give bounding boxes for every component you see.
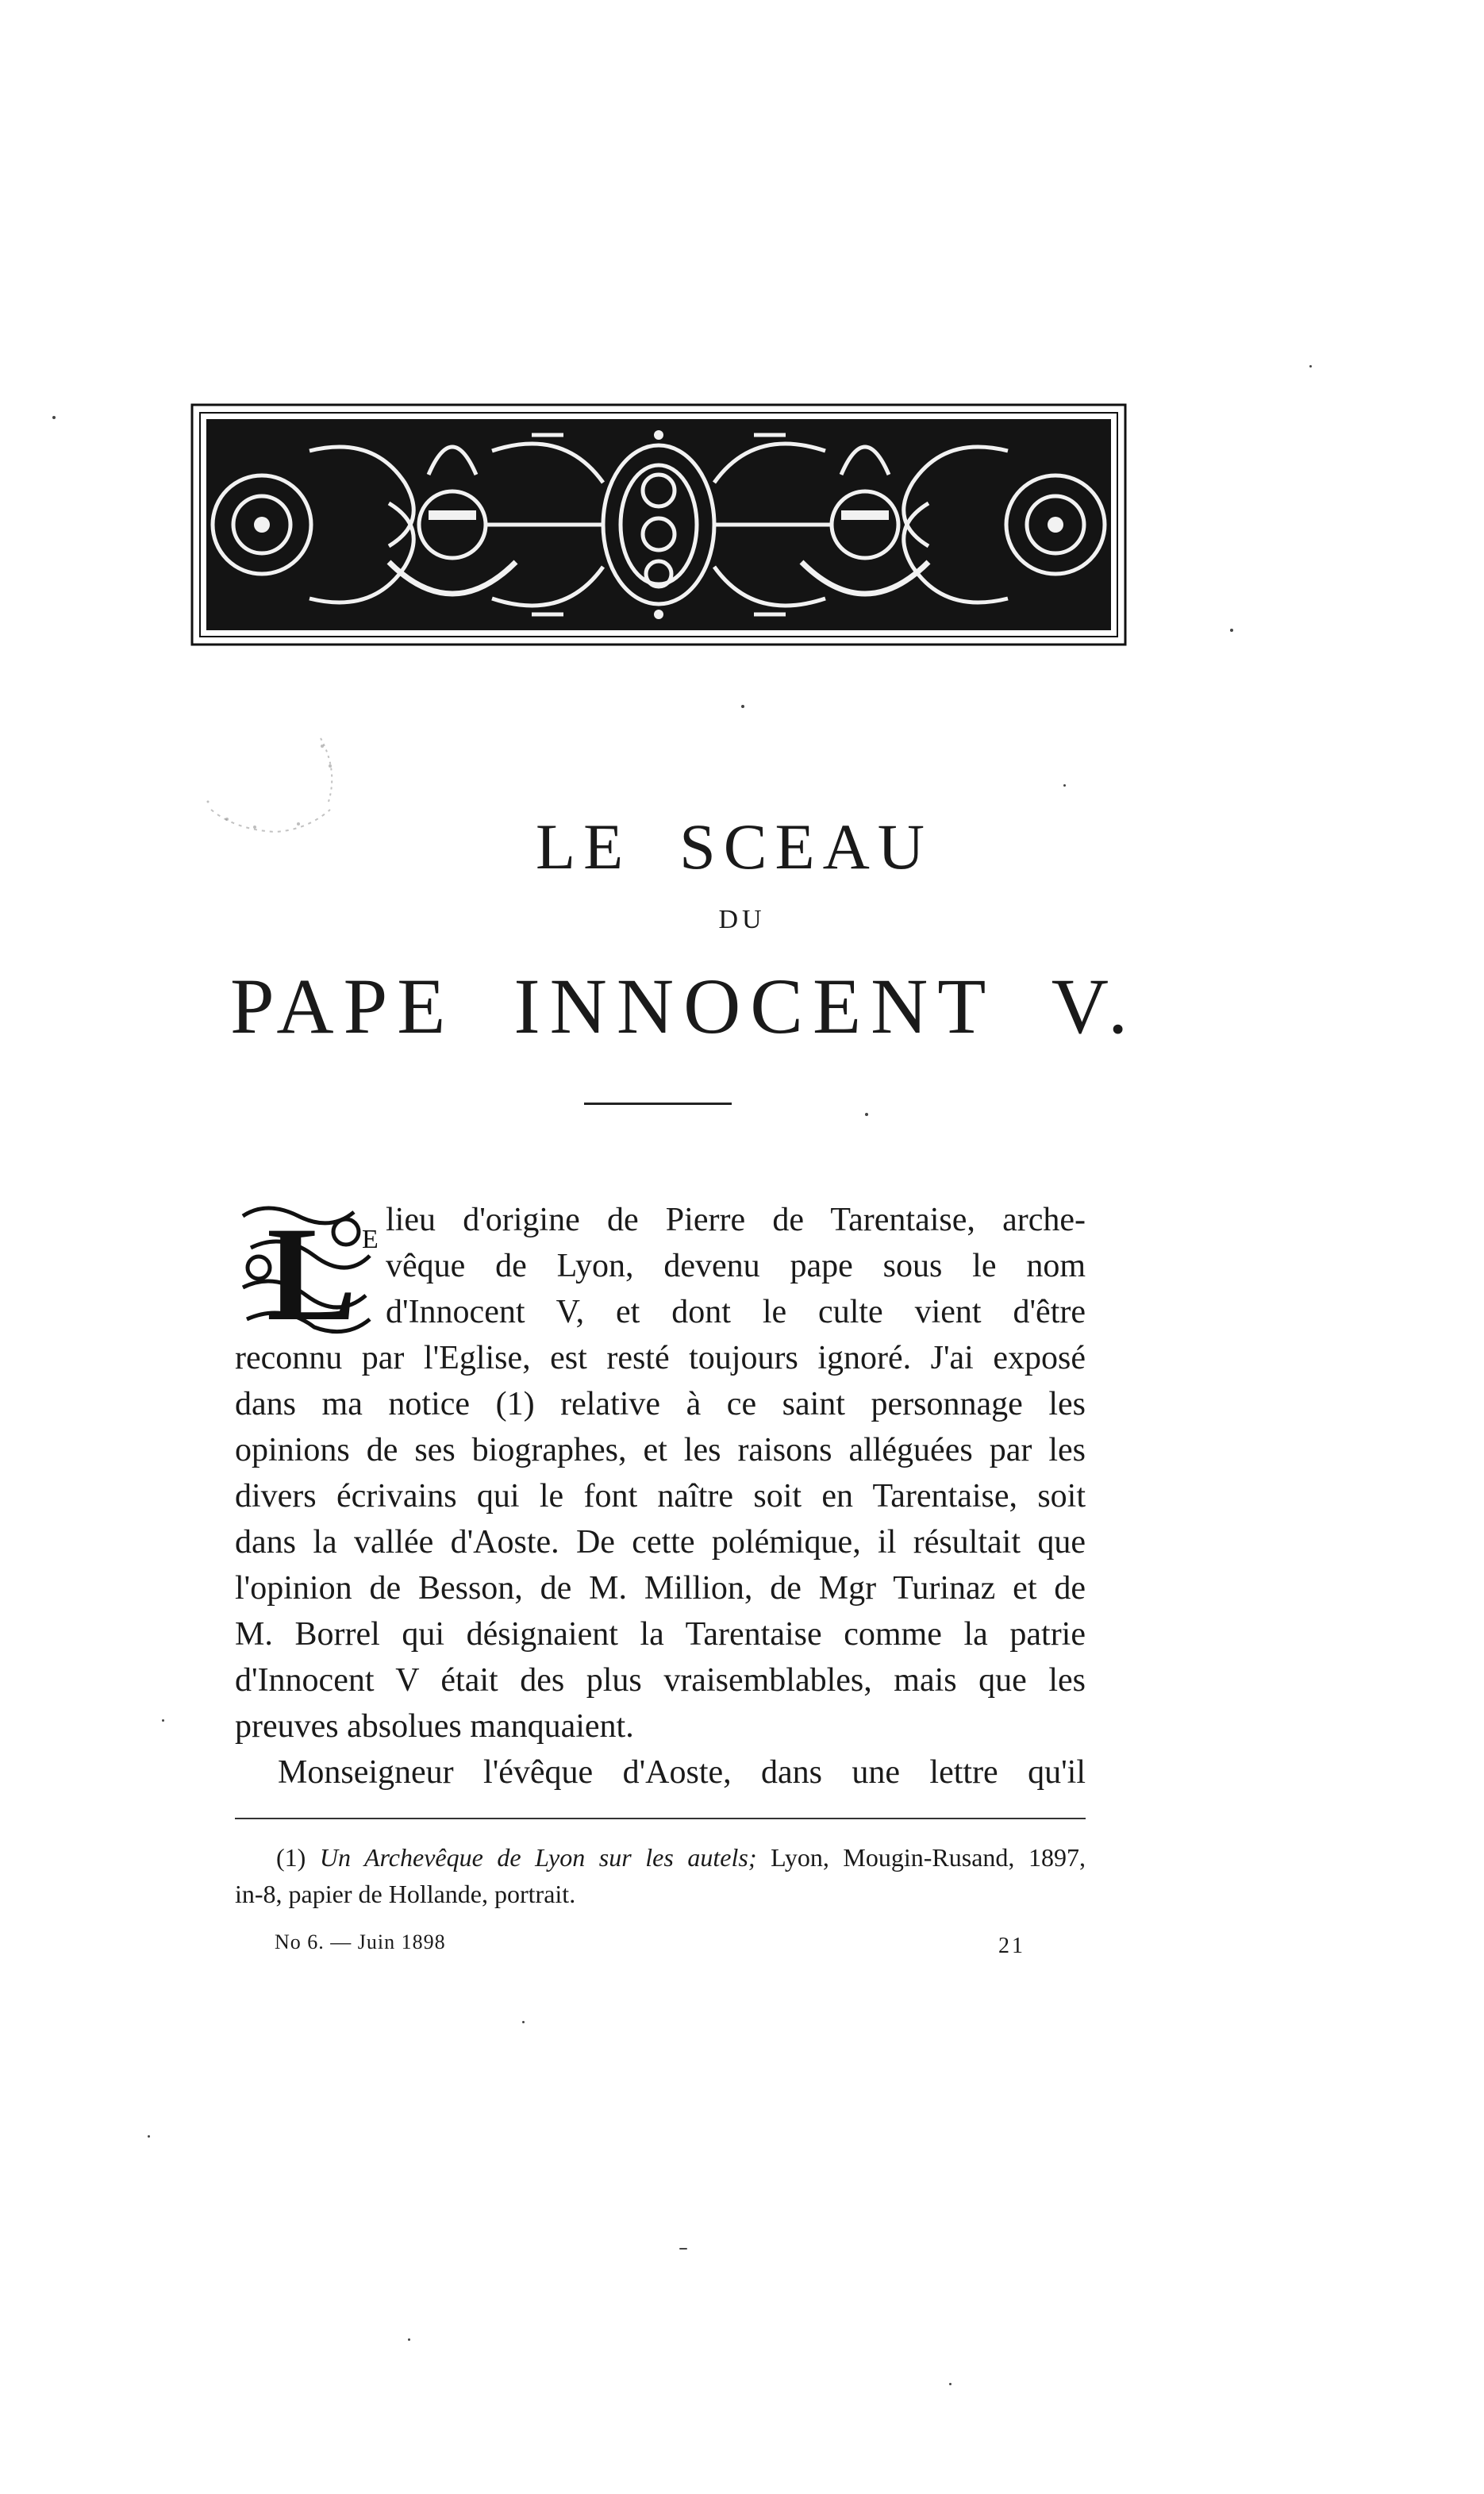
scan-speck [949, 2383, 952, 2385]
scan-speck [522, 2021, 525, 2023]
ornamental-header-band [190, 403, 1127, 646]
title-connector: DU [718, 905, 766, 934]
footnote-divider [235, 1818, 1086, 1819]
body-line: dans la vallée d'Aoste. De cette polémique, il résultait que [235, 1524, 1086, 1561]
footnote-title: Un Archevêque de Lyon sur les autels; [319, 1843, 757, 1872]
body-line: M. Borrel qui désignaient la Tarentaise comme la patrie [235, 1616, 1086, 1653]
footnote-number: (1) [276, 1843, 306, 1872]
body-line: Monseigneur l'évêque d'Aoste, dans une lettre qu'il [278, 1754, 1086, 1791]
scan-speck [148, 2135, 150, 2138]
body-line: opinions de ses biographes, et les raisons alléguées par les [235, 1432, 1086, 1468]
title-divider [584, 1103, 732, 1105]
article-subtitle: PAPE INNOCENT V. [230, 962, 1138, 1050]
scan-speck [1309, 365, 1312, 368]
body-line: vêque de Lyon, devenu pape sous le nom [386, 1248, 1086, 1284]
page-number: 21 [998, 1934, 1025, 1958]
body-line: d'Innocent V était des plus vraisemblables, mais que les [235, 1662, 1086, 1699]
scan-speck [162, 1719, 164, 1722]
scan-speck [1230, 629, 1233, 632]
body-line: d'Innocent V, et dont le culte vient d'être [386, 1294, 1086, 1330]
scan-speck [741, 705, 744, 708]
scan-speck [52, 416, 56, 419]
body-line: lieu d'origine de Pierre de Tarentaise, arche- [386, 1202, 1086, 1238]
scan-speck [865, 1113, 868, 1116]
body-line: dans ma notice (1) relative à ce saint personnage les [235, 1386, 1086, 1422]
scan-speck [679, 2248, 687, 2250]
body-line: divers écrivains qui le font naître soit en Tarentaise, soit [235, 1478, 1086, 1514]
footnote-publisher: Lyon, Mougin-Rusand, 1897, [771, 1843, 1086, 1872]
article-title: LE SCEAU [536, 810, 932, 883]
footnote-line [235, 1840, 1086, 1875]
body-line: l'opinion de Besson, de M. Million, de Mgr Turinaz et de [235, 1570, 1086, 1607]
footnote-line-2: in-8, papier de Hollande, portrait. [235, 1880, 576, 1908]
scan-speck [1063, 784, 1066, 787]
drop-cap-letter: L [267, 1199, 357, 1349]
scan-speck [408, 2338, 410, 2341]
issue-label: No 6. — Juin 1898 [275, 1930, 446, 1953]
drop-cap-initial [235, 1199, 379, 1349]
drop-cap-small-letter: E [362, 1225, 379, 1254]
body-line: preuves absolues manquaient. [235, 1708, 634, 1745]
body-line: reconnu par l'Eglise, est resté toujours ignoré. J'ai exposé [235, 1340, 1086, 1376]
